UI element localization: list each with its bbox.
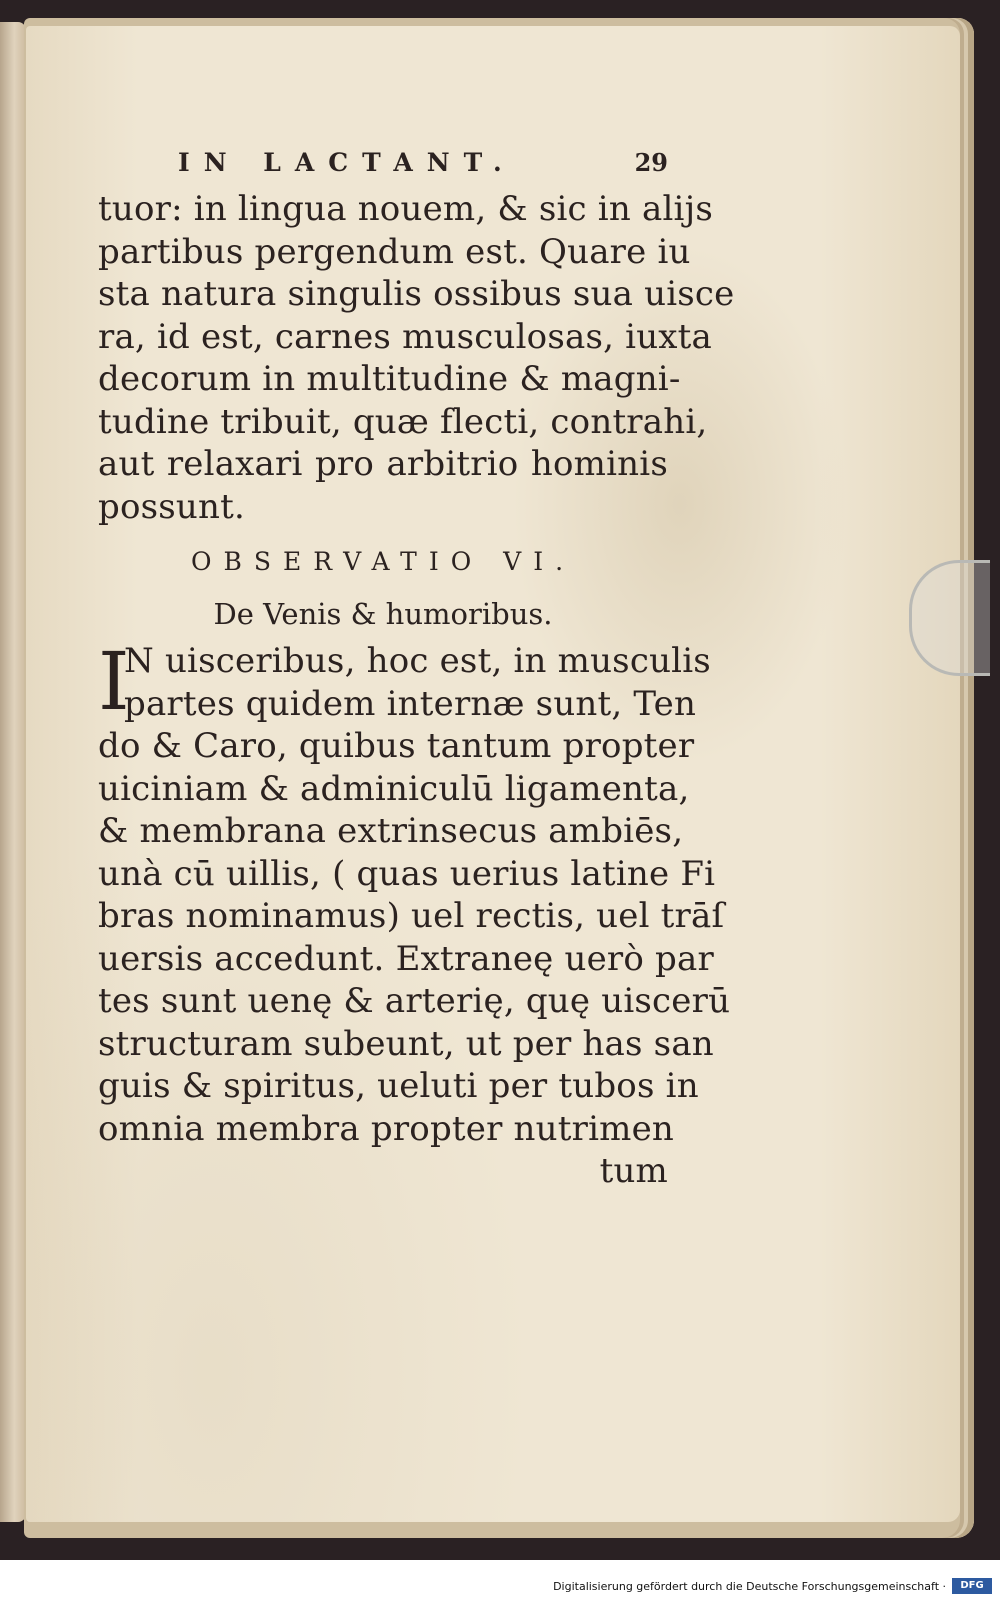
text-line: tuor: in lingua nouem, & sic in alijs [98, 189, 713, 229]
text-line: aut relaxari pro arbitrio hominis [98, 444, 668, 484]
section-subtitle: De Venis & humoribus. [213, 597, 553, 631]
text-line: do & Caro, quibus tantum propter [98, 726, 695, 766]
text-line: ra, id est, carnes musculosas, iuxta [98, 316, 713, 357]
page-header [98, 148, 668, 188]
text-line: omnia membra propter nutrimen [98, 1108, 674, 1149]
text-line: guis & spiritus, ueluti per tubos in [98, 1066, 699, 1106]
text-line: uersis accedunt. Extraneę uerò par [98, 938, 714, 979]
digitization-credit: Digitalisierung gefördert durch die Deutsche Forschungsgemeinschaft · [553, 1580, 946, 1593]
catchword: tum [599, 1151, 668, 1191]
text-line: partes quidem internæ sunt, Ten [124, 683, 697, 724]
text-line: uiciniam & adminiculū ligamenta, [98, 768, 690, 809]
paragraph-2 [98, 635, 731, 1193]
text-line: N uisceribus, hoc est, in musculis [124, 641, 711, 681]
text-block [98, 148, 735, 1193]
text-line: structuram subeunt, ut per has san [98, 1023, 714, 1064]
footer-bar [0, 1560, 1000, 1599]
page-number: 29 [634, 148, 668, 177]
text-line: & membrana extrinsecus ambiēs, [98, 811, 684, 851]
page-clip [909, 560, 990, 676]
running-head: IN LACTANT. [178, 148, 516, 177]
text-line: sta natura singulis ossibus sua uisce [98, 274, 735, 314]
drop-cap: I [98, 635, 130, 728]
text-line: tes sunt uenę & arterię, quę uiscerū [98, 981, 731, 1021]
left-page-edge [0, 22, 26, 1522]
text-line: tudine tribuit, quæ flecti, contrahi, [98, 401, 708, 442]
text-line: possunt. [98, 486, 245, 527]
text-line: unà cū uillis, ( quas uerius latine Fi [98, 853, 716, 894]
text-line: partibus pergendum est. Quare iu [98, 231, 691, 272]
text-line: decorum in multitudine & magni- [98, 359, 681, 399]
dfg-logo: DFG [952, 1578, 992, 1594]
section-title: OBSERVATIO VI. [190, 547, 576, 576]
text-line: bras nominamus) uel rectis, uel trāſ [98, 896, 725, 936]
paragraph-1 [98, 188, 735, 528]
